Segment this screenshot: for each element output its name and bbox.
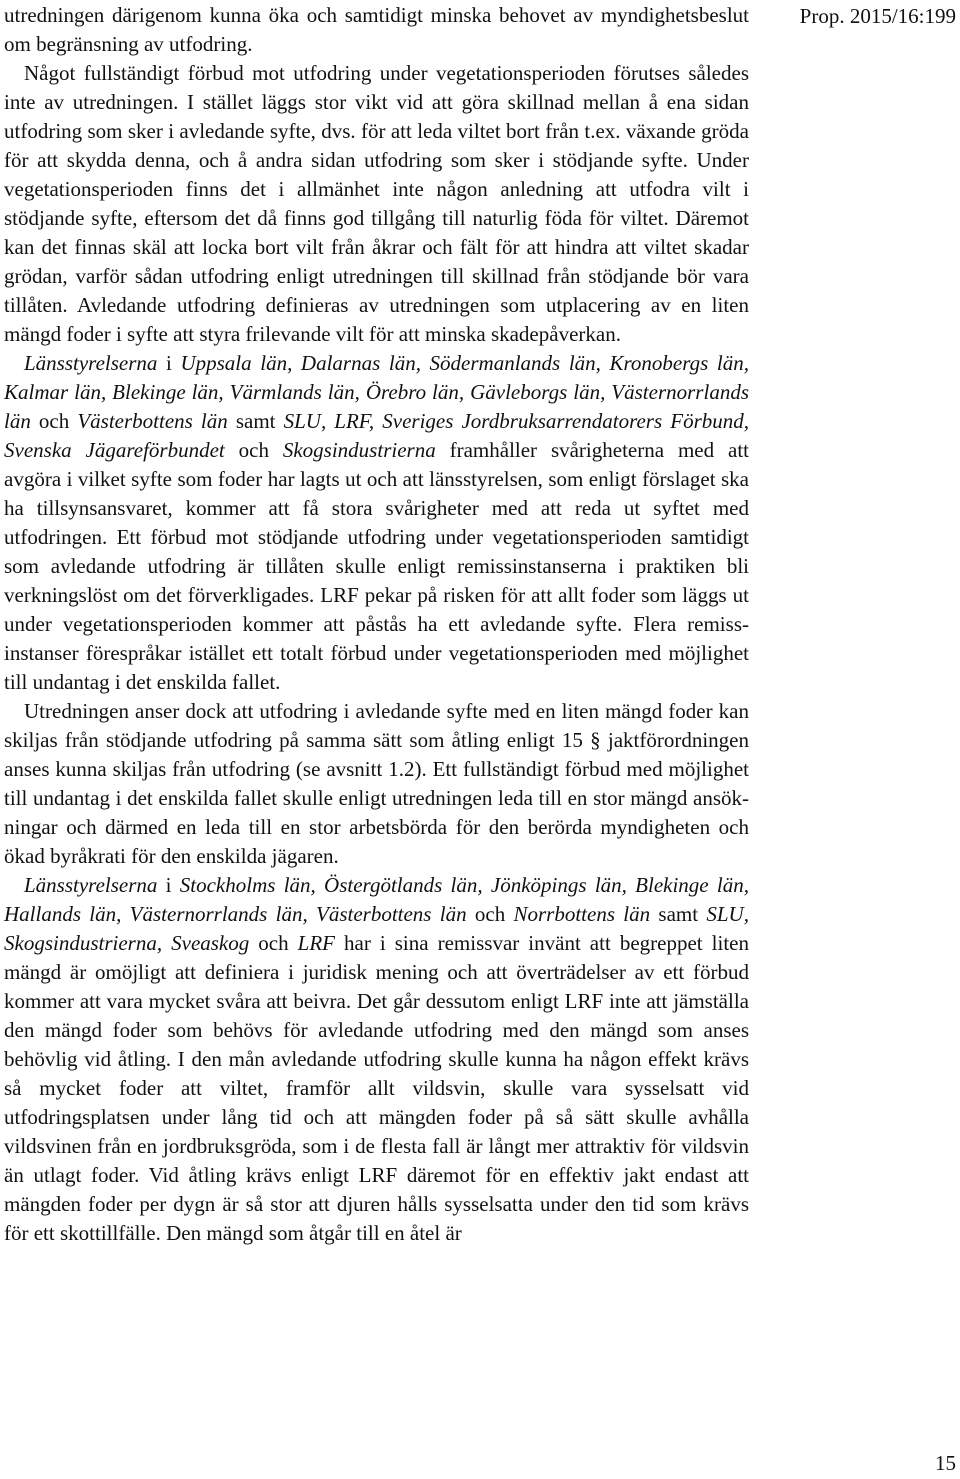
italic-text-segment: LRF — [297, 931, 335, 955]
italic-text-segment: SLU, LRF, Sveriges Jordbruksarrendatorers Förbund, Svenska Jägareförbundet — [4, 409, 749, 462]
text-segment: Något fullständigt förbud mot utfodring under vegetationsperioden förutses således inte av utredningen. I stället läggs stor vikt vid att göra skillnad mellan å ena sidan utfodring som sker i avledande syfte, dvs. för att leda viltet bort från t.ex. växande gröda för att skydda denna, och å andra sidan utfodring som sker i stödjande syfte. Under vegetationsperioden finns det i allmänhet inte någon anledning att utfodra vilt i stödjande syfte, eftersom det då finns god tillgång till naturlig föda för viltet. Däremot kan det finnas skäl att locka bort vilt från åkrar och fält för att hindra att viltet skadar grödan, varför sådan utfodring enligt utredningen till skillnad från stödjande bör vara tillåten. Avledande utfodring definieras av utredningen som utplacering av en liten mängd foder i syfte att styra frilevande vilt för att minska skadepåverkan. — [4, 61, 749, 346]
text-segment: har i sina remissvar invänt att begreppet liten mängd är omöjligt att definiera i juridisk mening och att överträdelser av ett förbud kommer att vara mycket svåra att beivra. Det går dessutom enligt LRF inte att jämställa den mängd foder som behövs för avledande utfodring med den mängd som anses behövlig vid åtling. I den mån avledande utfodring skulle kunna ha någon effekt krävs så mycket foder att viltet, framför allt vildsvin, skulle vara sysselsatt vid utfodringsplatsen under lång tid och att mängden foder på så sätt skulle avhålla vildsvinen från en jordbruksgröda, som i de flesta fall är långt mer attraktiv för vildsvin än utlagt foder. Vid åtling krävs enligt LRF däremot för en effektiv jakt endast att mängden foder per dygn är så stor att djuren hålls sysselsatta under den tid som krävs för ett skottillfälle. Den mängd som åtgår till en åtel är — [4, 931, 749, 1245]
italic-text-segment: Uppsala län, Dalarnas län, Södermanlands län, Kronobergs län, Kalmar län, Blekinge län, Värmlands län, Örebro län, Gävleborgs län, Västernorrlands län — [4, 351, 749, 433]
italic-text-segment: Norrbottens län — [513, 902, 651, 926]
text-segment: i — [157, 351, 181, 375]
text-segment: i — [157, 873, 180, 897]
text-segment: framhåller svårigheterna med att avgöra i vilket syfte som foder har lagts ut och att länsstyrelsen, som enligt förslaget ska ha tillsynsansvaret, kommer att få stora svårigheter med att reda ut syftet med utfodringen. Ett förbud mot stödjande utfodring under vegetationsperioden samtidigt som avledande utfodring är tillåten skulle enligt remissinstanserna i praktiken bli verkningslöst om det förverkligades. LRF pekar på risken för att allt foder som läggs ut under vegetationsperioden kommer att påstås ha ett avledande syfte. Flera remissinstanser förespråkar istället ett totalt förbud under vegetationsperioden med möjlighet till undantag i det enskilda fallet. — [4, 438, 749, 694]
text-segment: Utredningen anser dock att utfodring i avledande syfte med en liten mängd foder kan skiljas från stödjande utfodring på samma sätt som åtling enligt 15 § jaktförordningen anses kunna skiljas från utfodring (se avsnitt 1.2). Ett fullständigt förbud med möjlighet till undantag i det enskilda fallet skulle enligt utredningen leda till en stor mängd ansökningar och därmed en leda till en stor arbetsbörda för den berörda myndigheten och ökad byråkrati för den enskilda jägaren. — [4, 699, 749, 868]
text-segment: samt — [227, 409, 284, 433]
italic-text-segment: Stockholms län, Östergötlands län, Jönköpings län, Blekinge län, Hallands län, Västernorrlands län, Västerbottens län — [4, 873, 749, 926]
page-number: 15 — [935, 1451, 956, 1475]
text-segment: och — [30, 409, 78, 433]
italic-text-segment: Länsstyrelserna — [24, 351, 158, 375]
body-paragraph — [4, 1, 749, 59]
proposition-reference: Prop. 2015/16:199 — [799, 4, 956, 28]
italic-text-segment: Länsstyrelserna — [24, 873, 158, 897]
text-segment: samt — [650, 902, 707, 926]
body-paragraph — [4, 697, 749, 871]
italic-text-segment: Skogsindustrierna — [282, 438, 436, 462]
body-text-column — [4, 1, 749, 1248]
text-segment: och — [249, 931, 298, 955]
text-segment: och — [466, 902, 514, 926]
body-paragraph — [4, 349, 749, 697]
italic-text-segment: Västerbottens län — [77, 409, 228, 433]
text-segment: utredningen därigenom kunna öka och samtidigt minska behovet av myndighetsbeslut om begränsning av utfodring. — [4, 3, 749, 56]
body-paragraph — [4, 59, 749, 349]
text-segment: och — [224, 438, 283, 462]
italic-text-segment: SLU, Skogsindustrierna, Sveaskog — [4, 902, 749, 955]
body-paragraph — [4, 871, 749, 1248]
